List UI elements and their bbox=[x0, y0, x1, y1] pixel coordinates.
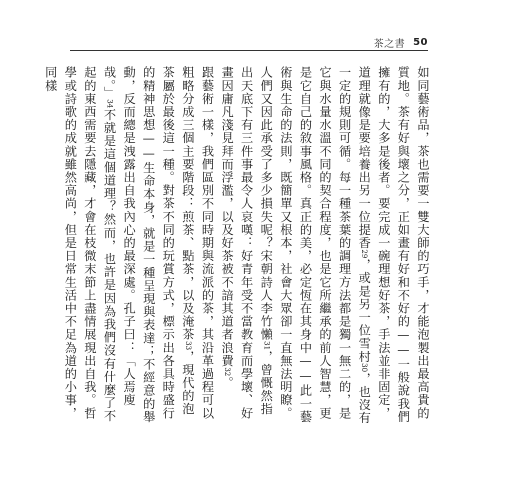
footnote-marker: 29 bbox=[360, 249, 369, 259]
text-run: 跟藝術一樣，我們區別不同時期與流派的茶，其沿革過程可以粗略分成三個主要階段：煎茶、點茶，以及淹茶 bbox=[180, 66, 215, 420]
page-number: 50 bbox=[413, 36, 428, 48]
footnote-marker: 33 bbox=[183, 341, 192, 351]
body-text bbox=[43, 66, 432, 426]
text-run: ，也沒有一定的規則可循。每一種茶葉的調理方法都是獨一無二的，是它與水量水溫不同的契合程度，也是它所繼承的前人智慧，更是它自己的敘事風格。真正的美，必定恆在其身中——此一藝術與生命的法則，既簡單又根本，社會大眾卻一直無法明瞭。人們又因此承受了多少損失呢？宋朝詩人李竹懶 bbox=[259, 66, 372, 425]
paragraph bbox=[216, 66, 432, 426]
book-title: 茶之書 bbox=[373, 38, 406, 50]
footnote-marker: 30 bbox=[360, 363, 369, 373]
text-run: 。 bbox=[220, 376, 235, 390]
text-run: ，曾慨然指出天底下有三件事最令人哀嘆：好青年受不當教育而學壞、好畫因庸凡淺見拜而浮濫，以及好茶被不諳其道者浪費 bbox=[220, 66, 274, 420]
text-run: ，現代的泡茶屬於最後這一種。對茶不同的玩賞方式，標示出各具時盛行的精神思想——生命本身，就是一種呈現與表達；不經意的舉動，反而總是洩露出自我內心的最深處。孔子曰：「人焉廋哉。」 bbox=[102, 66, 195, 424]
running-head bbox=[374, 34, 428, 50]
footnote-marker: 32 bbox=[223, 367, 232, 377]
paragraph bbox=[40, 66, 216, 426]
header-rule bbox=[70, 50, 428, 51]
footnote-marker: 34 bbox=[105, 99, 114, 109]
footnote-marker: 31 bbox=[262, 341, 271, 351]
text-run: 不就是這個道理？然而，也許是因為我們沒有什麼了不起的東西需要去隱藏，才會在枝微末節上盡情展現出自我。哲學或詩歌的成就雖然高尚，但是日常生活中不足為道的小事，同樣 bbox=[43, 66, 117, 423]
text-run: ，或是另一位雪村 bbox=[357, 258, 372, 364]
text-run: 如同藝術品，茶也需要一雙大師的巧手，才能泡製出最高貴的質地。茶有好與壞之分，正如畫有好和不好的——一般說我們擁有的，大多是後者。要完成一碗理想好茶，手法並非固定，道理就像是要培養出另一位提香 bbox=[357, 66, 430, 424]
